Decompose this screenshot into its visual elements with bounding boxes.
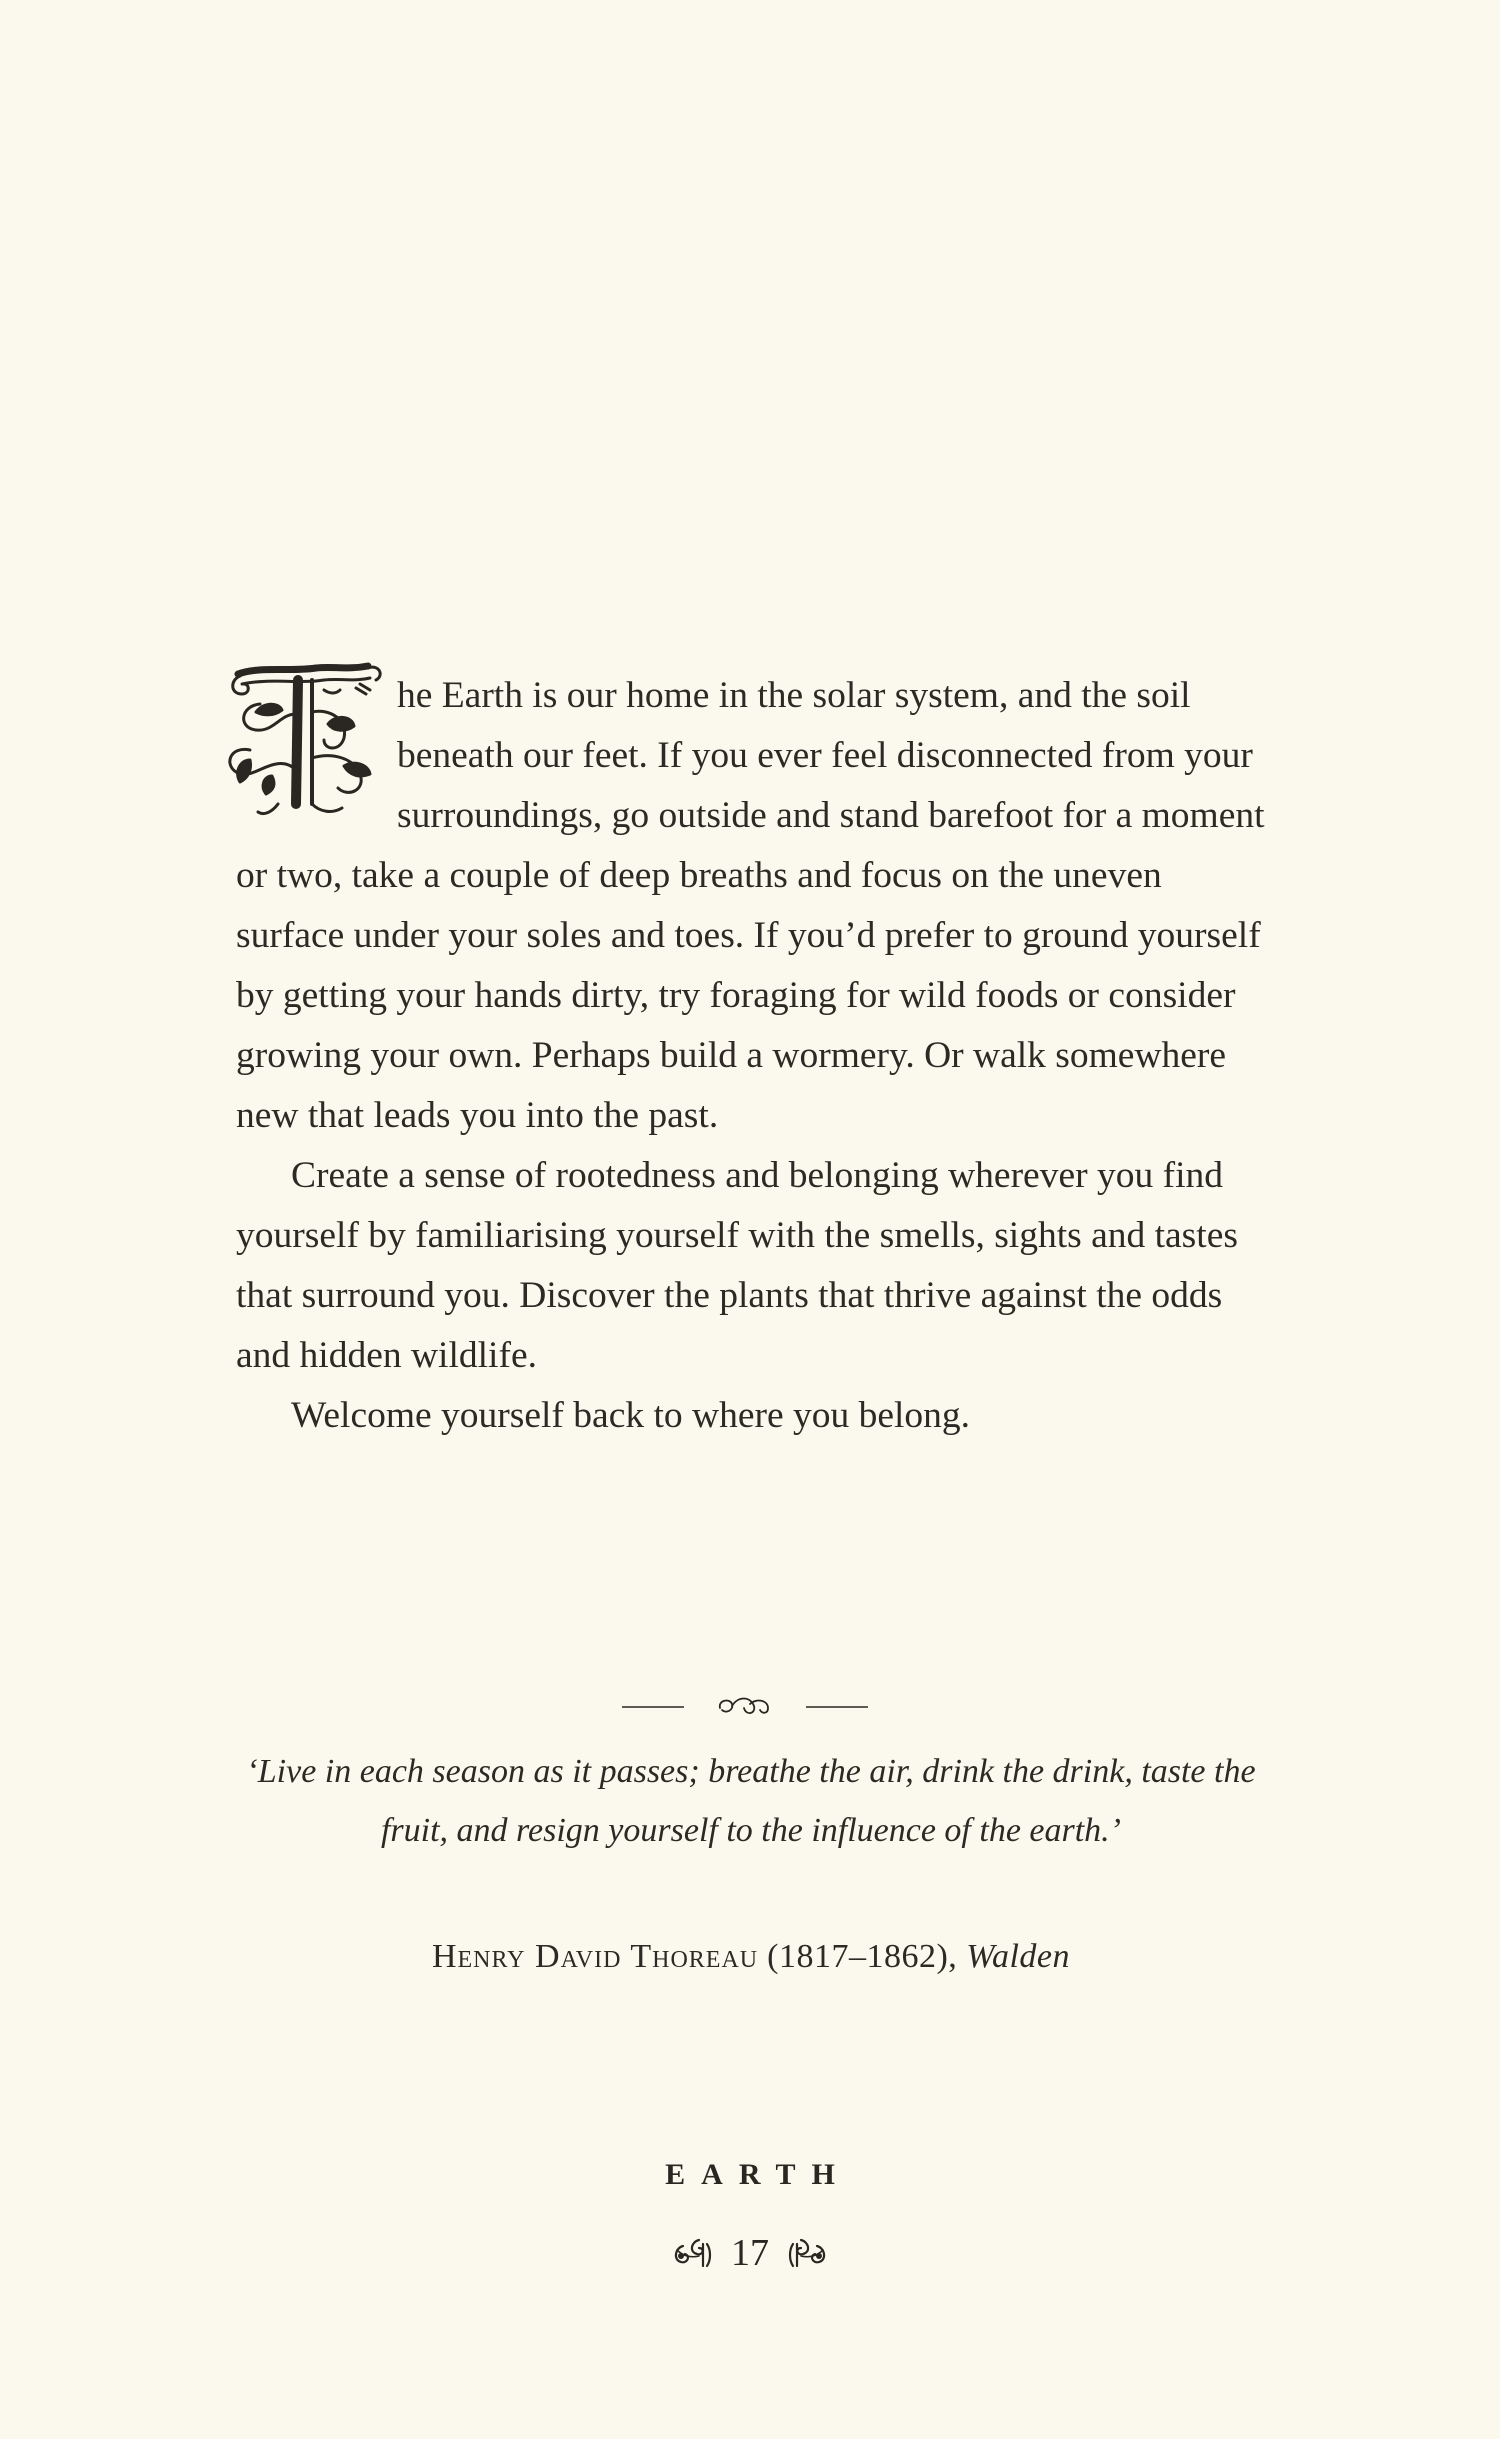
right-fleuron-icon	[787, 2236, 831, 2270]
body-text	[236, 666, 1266, 1446]
page-number: 17	[731, 2232, 769, 2274]
epigraph-quote: ‘Live in each season as it passes; breathe the air, drink the drink, taste the fruit, and resign yourself to the influence of the earth.’	[246, 1753, 1256, 1849]
page-number-footer	[600, 2228, 900, 2278]
quote-dates: (1817–1862),	[767, 1938, 958, 1975]
paragraph-3: Welcome yourself back to where you belong.	[291, 1395, 971, 1436]
left-fleuron-icon	[669, 2236, 713, 2270]
quote-attribution	[236, 1932, 1266, 1982]
paragraph-1	[236, 666, 1266, 1146]
decorated-drop-cap-t	[220, 654, 388, 826]
section-divider-ornament	[622, 1692, 868, 1718]
quote-work-title: Walden	[966, 1938, 1071, 1975]
paragraph-2: Create a sense of rootedness and belonging wherever you find yourself by familiarising yourself with the smells, sights and tastes that surround you. Discover the plants that thrive against the odds and hidden wildlife.	[236, 1155, 1238, 1376]
paragraph-1-text: he Earth is our home in the solar system, and the soil beneath our feet. If you ever feel disconnected from your surroundings, go outside and stand barefoot for a moment or two, take a couple of deep breaths and focus on the uneven surface under your soles and toes. If you’d prefer to ground yourself by getting your hands dirty, try foraging for wild foods or consider growing your own. Perhaps build a wormery. Or walk somewhere new that leads you into the past.	[236, 675, 1265, 1136]
quote-author: Henry David Thoreau	[431, 1938, 759, 1975]
section-title: EARTH	[665, 2158, 851, 2191]
